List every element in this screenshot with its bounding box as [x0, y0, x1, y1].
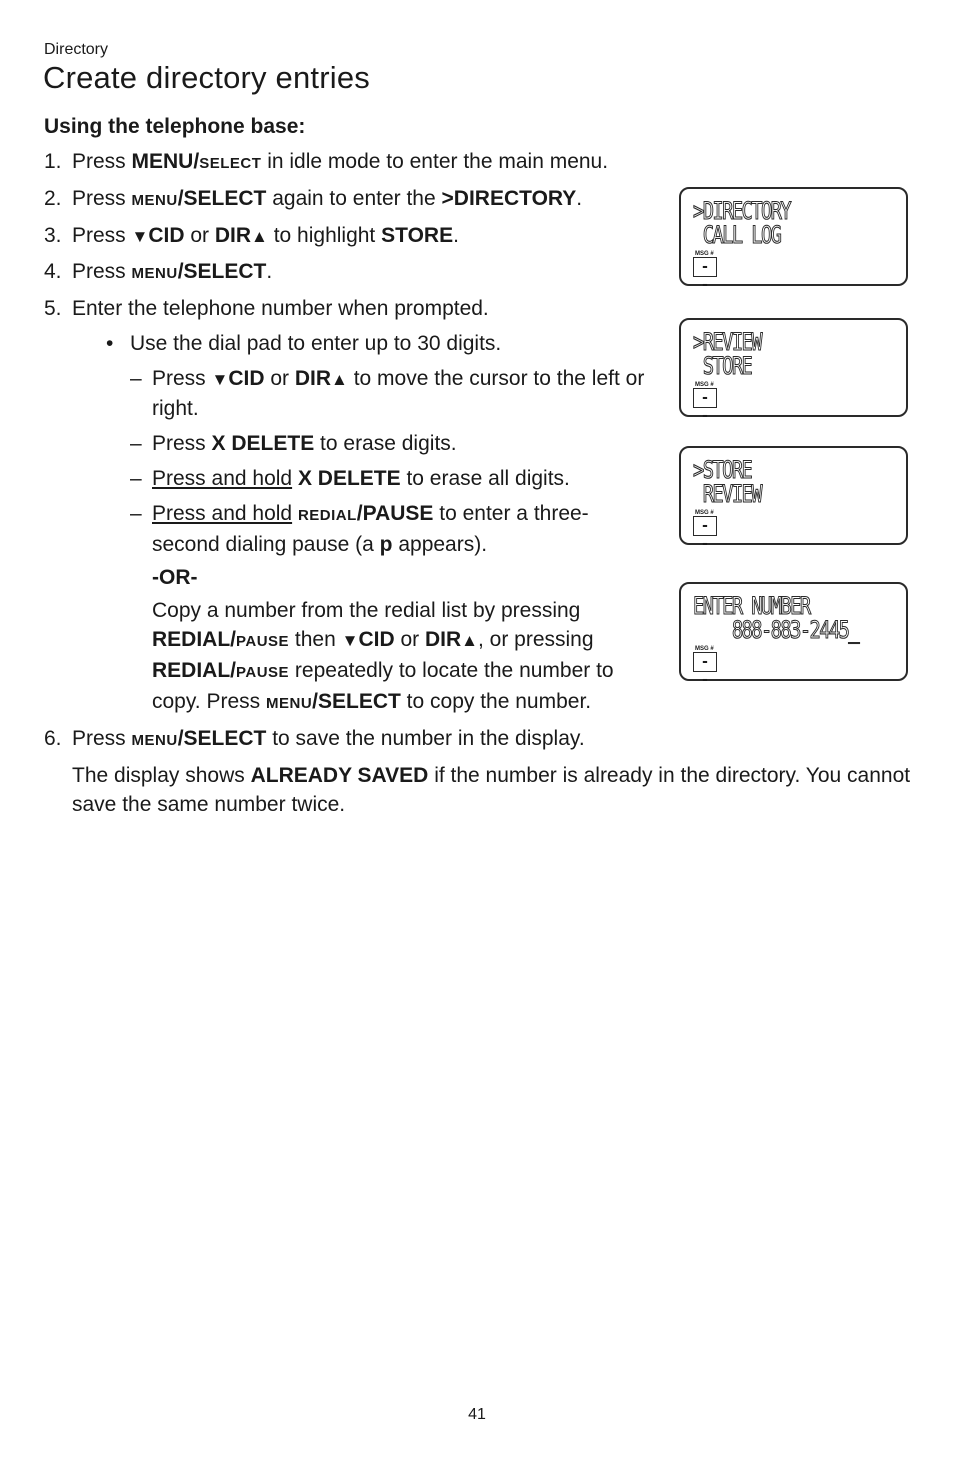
text: Press [72, 150, 132, 173]
step-number: 3. [44, 224, 62, 247]
subheading: Using the telephone base: [44, 115, 306, 138]
section-label: Directory [44, 41, 109, 58]
key-label: MENU [131, 732, 178, 749]
dash: – [130, 502, 142, 525]
dash-item-4 [126, 499, 652, 559]
emphasis: Press and hold [152, 467, 293, 490]
dash-item-1 [126, 364, 652, 423]
up-triangle-icon: ▲ [331, 370, 348, 389]
bullet-item [102, 329, 650, 358]
key-label: /PAUSE [356, 502, 434, 525]
text: . [576, 187, 583, 210]
lcd-screen-store [679, 446, 908, 552]
lcd-line: CALL LOG [693, 221, 781, 249]
text: to move the cursor to the left or right. [152, 367, 645, 420]
step-number: 6. [44, 727, 62, 750]
text: repeatedly to locate the number to copy. Press [152, 659, 614, 713]
msg-count: - - [693, 388, 717, 408]
text: or [184, 224, 215, 247]
down-triangle-icon: ▼ [131, 227, 149, 246]
text: to highlight [267, 224, 382, 247]
key-label: MENU [131, 265, 178, 282]
dash: – [130, 432, 142, 455]
step-number: 4. [44, 260, 62, 283]
dash-item-3 [126, 464, 652, 493]
lcd-line: 888-883-2445_ [693, 616, 859, 644]
key-label: REDIAL [297, 507, 357, 524]
text: Press [152, 432, 212, 455]
lcd-line: ENTER NUMBER [693, 592, 810, 620]
lcd-screen-review [679, 318, 908, 424]
text: to erase digits. [314, 432, 457, 455]
lcd-line: REVIEW [693, 480, 761, 508]
dash: – [130, 467, 142, 490]
msg-label: MSG # [695, 382, 714, 388]
text: Press [72, 224, 132, 247]
lcd-screen-enter-number [679, 582, 908, 688]
key-label: PAUSE [236, 664, 290, 681]
text: to save the number in the display. [266, 727, 585, 750]
text: Enter the telephone number when prompted. [72, 297, 489, 320]
text: . [266, 260, 273, 283]
key-label: CID [228, 367, 265, 390]
key-label: REDIAL/ [152, 659, 236, 682]
text: appears). [392, 533, 488, 556]
key-label: DIR [294, 367, 332, 390]
msg-label: MSG # [695, 646, 714, 652]
down-triangle-icon: ▼ [211, 370, 229, 389]
text: if the number is already in the directory. You cannot save the same number twice. [72, 764, 911, 816]
up-triangle-icon: ▲ [461, 631, 478, 650]
step-2 [44, 184, 672, 215]
up-triangle-icon: ▲ [251, 227, 268, 246]
text: again to enter the [266, 187, 442, 210]
msg-count: - - [693, 257, 717, 277]
text: to erase all digits. [400, 467, 570, 490]
step-number: 2. [44, 187, 62, 210]
text: in idle mode to enter the main menu. [261, 150, 609, 173]
key-label: PAUSE [236, 633, 290, 650]
note [44, 761, 914, 819]
key-label: CID [148, 224, 185, 247]
msg-label: MSG # [695, 510, 714, 516]
text: to enter a three-second dialing pause (a [152, 502, 589, 556]
step-number: 1. [44, 150, 62, 173]
text: Press [152, 367, 212, 390]
text: to copy the number. [400, 690, 592, 713]
step-5 [44, 294, 672, 323]
dash: – [130, 367, 142, 390]
key-label: /SELECT [177, 727, 267, 750]
lcd-line: >DIRECTORY [693, 197, 791, 225]
key-label: DIR [214, 224, 252, 247]
lcd-line: >REVIEW [693, 328, 761, 356]
text: Press [72, 260, 132, 283]
emphasis: Press and hold [152, 502, 293, 525]
text: Press [72, 727, 132, 750]
key-label: DIR [424, 628, 462, 651]
step-4 [44, 257, 672, 288]
key-label: SELECT [199, 155, 262, 172]
symbol: p [379, 533, 393, 556]
bullet-dot: • [106, 332, 114, 355]
msg-label: MSG # [695, 251, 714, 257]
text: or [264, 367, 295, 390]
step-1 [44, 147, 914, 178]
or-label: -OR- [152, 566, 198, 589]
display-message: ALREADY SAVED [250, 764, 429, 787]
down-triangle-icon: ▼ [341, 631, 359, 650]
copy-instructions [152, 596, 662, 718]
dash-item-2 [126, 429, 652, 458]
text: . [453, 224, 459, 247]
page-title: Create directory entries [43, 60, 370, 95]
key-label: MENU [131, 192, 178, 209]
text: then [289, 628, 342, 651]
text: The display shows [72, 764, 251, 787]
key-label: /SELECT [312, 690, 401, 713]
key-label: REDIAL/ [152, 628, 236, 651]
key-label: CID [358, 628, 395, 651]
key-label: X DELETE [297, 467, 401, 490]
key-label: X DELETE [211, 432, 315, 455]
menu-label: >DIRECTORY [441, 187, 577, 210]
msg-count: - - [693, 516, 717, 536]
page-number: 41 [468, 1406, 486, 1423]
text: Use the dial pad to enter up to 30 digits. [130, 332, 502, 355]
lcd-screen-directory [679, 187, 908, 293]
key-label: /SELECT [177, 187, 267, 210]
step-6 [44, 724, 914, 755]
key-label: MENU/ [131, 150, 200, 173]
lcd-line: >STORE [693, 456, 752, 484]
text: Copy a number from the redial list by pressing [152, 599, 581, 622]
key-label: /SELECT [177, 260, 267, 283]
text: or [394, 628, 425, 651]
or-divider [152, 563, 662, 592]
key-label: MENU [265, 695, 313, 712]
step-number: 5. [44, 297, 62, 320]
step-3 [44, 221, 672, 251]
msg-count: - - [693, 652, 717, 672]
lcd-line: STORE [693, 352, 752, 380]
text: , or pressing [477, 628, 594, 651]
text: Press [72, 187, 132, 210]
menu-label: STORE [381, 224, 454, 247]
